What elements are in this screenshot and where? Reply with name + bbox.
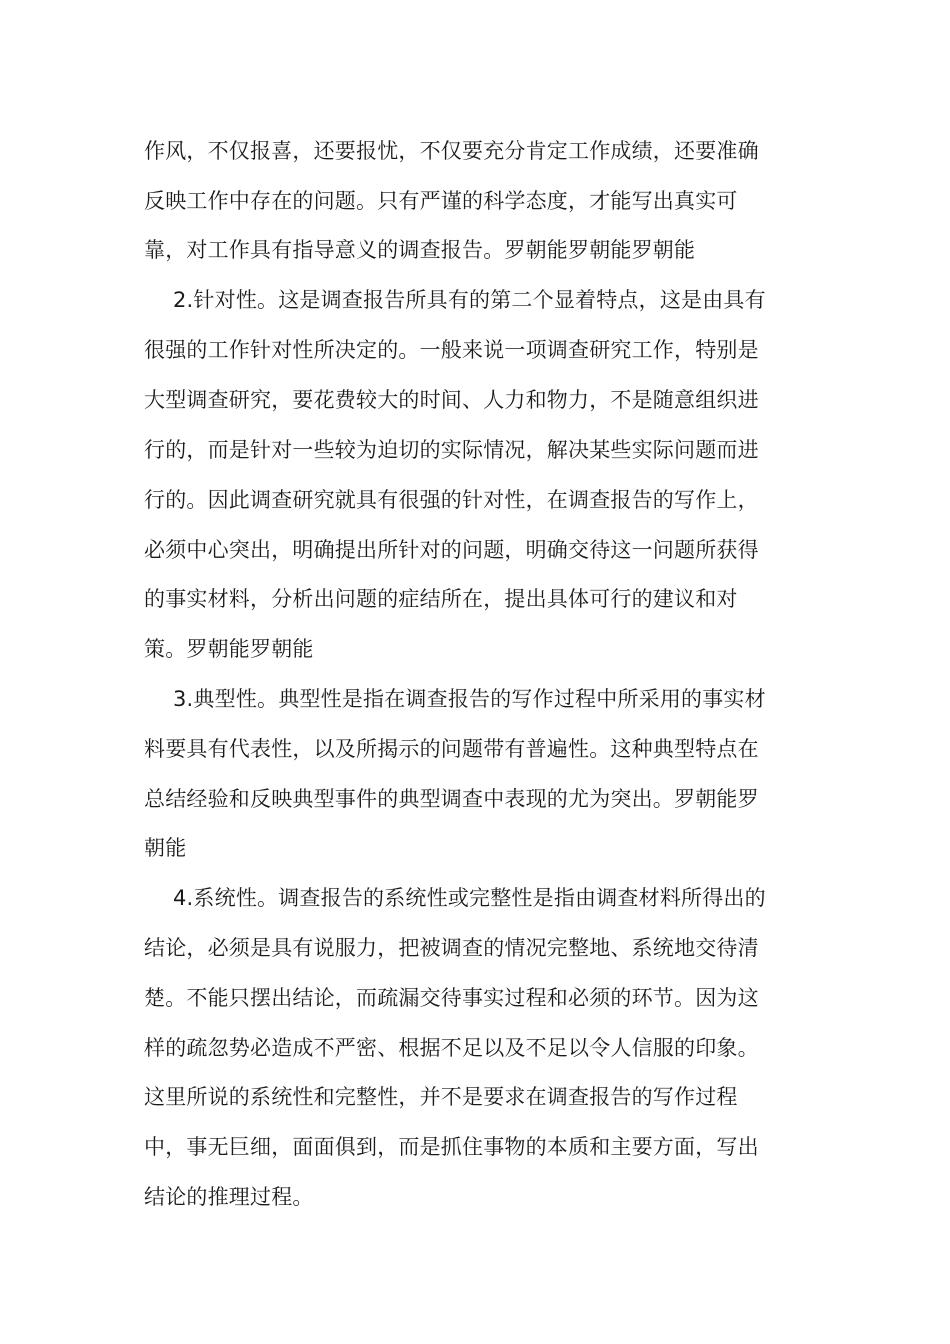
text-line: 4.系统性。调查报告的系统性或完整性是指由调查材料所得出的 [173,886,766,910]
text-line: 3.典型性。典型性是指在调查报告的写作过程中所采用的事实材 [173,687,766,711]
text-line: 2.针对性。这是调查报告所具有的第二个显着特点，这是由具有 [173,288,766,312]
text-line: 样的疏忽势必造成不严密、根据不足以及不足以令人信服的印象。 [144,1036,759,1060]
text-line: 必须中心突出，明确提出所针对的问题，明确交待这一问题所获得 [144,538,759,562]
text-line: 料要具有代表性，以及所揭示的问题带有普遍性。这种典型特点在 [144,737,759,761]
text-line: 的事实材料，分析出问题的症结所在，提出具体可行的建议和对 [144,587,738,611]
text-line: 靠，对工作具有指导意义的调查报告。罗朝能罗朝能罗朝能 [144,238,696,262]
text-line: 很强的工作针对性所决定的。一般来说一项调查研究工作，特别是 [144,338,759,362]
text-line: 结论的推理过程。 [144,1185,314,1209]
text-line: 行的，而是针对一些较为迫切的实际情况，解决某些实际问题而进 [144,438,759,462]
text-line: 楚。不能只摆出结论，而疏漏交待事实过程和必须的环节。因为这 [144,986,759,1010]
text-line: 大型调查研究，要花费较大的时间、人力和物力，不是随意组织进 [144,388,759,412]
text-line: 总结经验和反映典型事件的典型调查中表现的尤为突出。罗朝能罗 [144,787,759,811]
text-line: 作风，不仅报喜，还要报忧，不仅要充分肯定工作成绩，还要准确 [144,139,759,163]
text-line: 这里所说的系统性和完整性，并不是要求在调查报告的写作过程 [144,1085,738,1109]
text-line: 策。罗朝能罗朝能 [144,637,314,661]
text-line: 朝能 [144,836,187,860]
text-line: 行的。因此调查研究就具有很强的针对性，在调查报告的写作上， [144,488,759,512]
text-line: 反映工作中存在的问题。只有严谨的科学态度，才能写出真实可 [144,189,738,213]
text-line: 中，事无巨细，面面俱到，而是抓住事物的本质和主要方面，写出 [144,1135,759,1159]
text-line: 结论，必须是具有说服力，把被调查的情况完整地、系统地交待清 [144,936,759,960]
